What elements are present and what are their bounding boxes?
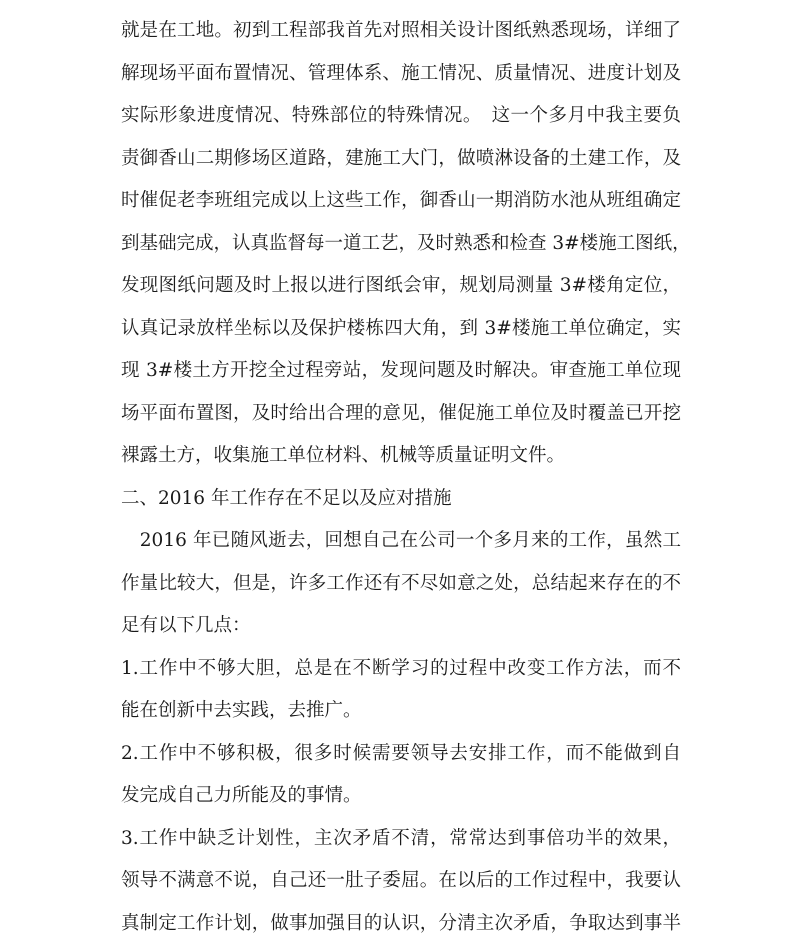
body-text-line: 裸露土方，收集施工单位材料、机械等质量证明文件。	[121, 435, 681, 478]
body-text-line: 2016 年已随风逝去，回想自己在公司一个多月来的工作，虽然工	[121, 520, 681, 563]
document-page	[121, 10, 681, 945]
body-text-line: 责御香山二期修场区道路，建施工大门，做喷淋设备的土建工作，及	[121, 138, 681, 181]
body-text-line: 作量比较大，但是，许多工作还有不尽如意之处，总结起来存在的不	[121, 563, 681, 606]
list-item-line: 能在创新中去实践，去推广。	[121, 690, 681, 733]
list-item-line: 领导不满意不说，自己还一肚子委屈。在以后的工作过程中，我要认	[121, 860, 681, 903]
body-text-line: 场平面布置图，及时给出合理的意见，催促施工单位及时覆盖已开挖	[121, 393, 681, 436]
body-text-line: 时催促老李班组完成以上这些工作，御香山一期消防水池从班组确定	[121, 180, 681, 223]
body-text-line: 就是在工地。初到工程部我首先对照相关设计图纸熟悉现场，详细了	[121, 10, 681, 53]
body-text-line: 足有以下几点：	[121, 605, 681, 648]
body-text-line: 认真记录放样坐标以及保护楼栋四大角，到 3#楼施工单位确定，实	[121, 308, 681, 351]
section-heading: 二、2016 年工作存在不足以及应对措施	[121, 478, 681, 521]
body-text-line: 到基础完成，认真监督每一道工艺，及时熟悉和检查 3#楼施工图纸，	[121, 223, 681, 266]
body-text-line: 实际形象进度情况、特殊部位的特殊情况。 这一个多月中我主要负	[121, 95, 681, 138]
list-item-line: 3.工作中缺乏计划性，主次矛盾不清，常常达到事倍功半的效果，	[121, 818, 681, 861]
body-text-line: 发现图纸问题及时上报以进行图纸会审，规划局测量 3#楼角定位，	[121, 265, 681, 308]
body-text-line: 现 3#楼土方开挖全过程旁站，发现问题及时解决。审查施工单位现	[121, 350, 681, 393]
body-text-line: 解现场平面布置情况、管理体系、施工情况、质量情况、进度计划及	[121, 53, 681, 96]
list-item-line: 发完成自己力所能及的事情。	[121, 775, 681, 818]
list-item-line: 1.工作中不够大胆，总是在不断学习的过程中改变工作方法，而不	[121, 648, 681, 691]
list-item-line: 真制定工作计划，做事加强目的认识，分清主次矛盾，争取达到事半	[121, 903, 681, 945]
list-item-line: 2.工作中不够积极，很多时候需要领导去安排工作，而不能做到自	[121, 733, 681, 776]
